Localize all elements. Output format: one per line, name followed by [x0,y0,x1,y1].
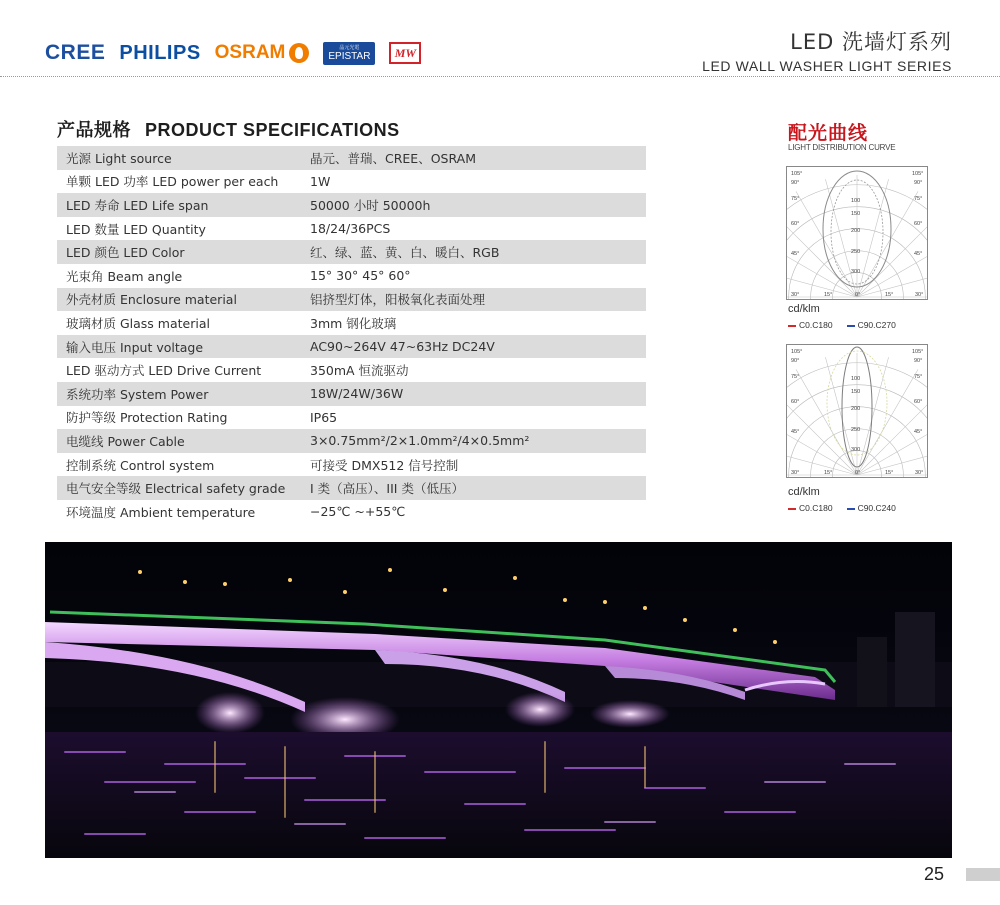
spec-key: 防护等级 Protection Rating [66,410,228,426]
polar-angle-label: 30° [791,470,800,476]
polar-angle-label: 105° [912,171,924,177]
table-row [57,453,646,477]
legend-item-b: C90.C240 [847,503,896,513]
polar-angle-label: 90° [791,358,800,364]
polar-angle-label: 90° [914,358,923,364]
polar-grid-spoke [857,357,889,475]
polar-angle-label: 60° [791,399,800,405]
polar-angle-label: 15° [824,292,833,298]
spec-key: LED 寿命 LED Life span [57,193,301,217]
brand-logos [45,38,421,68]
polar-radial-label: 150 [851,211,861,217]
osram-bulb-icon [289,43,309,63]
spec-key: LED 数量 LED Quantity [66,221,206,237]
polar-angle-label: 90° [791,180,800,186]
polar-angle-label: 105° [912,349,924,355]
table-row [57,358,646,382]
spec-title-cn: 产品规格 [57,120,131,141]
bridge-night-photo [45,542,952,858]
header-divider [0,76,1000,77]
polar-chart-2 [786,344,928,478]
series-heading [702,26,952,74]
legend-item-a: C0.C180 [788,320,833,330]
table-row [57,193,646,217]
polar-radial-label: 250 [851,427,861,433]
spec-table [57,146,646,524]
table-row [57,264,646,288]
spec-key: 外壳材质 Enclosure material [57,288,301,312]
polar-radial-label: 300 [851,269,861,275]
spec-key: LED 驱动方式 LED Drive Current [66,363,262,379]
unit-label-2: cd/klm [788,486,820,498]
page-number: 25 [924,864,945,884]
spec-key: 环境温度 Ambient temperature [66,504,256,520]
polar-radial-label: 200 [851,406,861,412]
spec-key: LED 颜色 LED Color [57,240,301,264]
polar-angle-label: 105° [791,171,803,177]
osram-logo: OSRAM [215,42,310,64]
spec-value: IP65 [310,409,338,425]
spec-key: 单颗 LED 功率 LED power per each [66,174,279,190]
spec-value: 50000 小时 50000h [301,193,646,217]
polar-radial-label: 200 [851,228,861,234]
table-row [57,217,646,241]
polar-angle-label: 30° [915,292,924,298]
spec-value: 18W/24W/36W [301,382,646,406]
spec-value: 18/24/36PCS [310,221,391,237]
table-row [57,146,646,170]
legend-item-a: C0.C180 [788,503,833,513]
table-row [57,500,646,524]
spec-title [57,116,400,142]
table-row [57,311,646,335]
polar-angle-label: 75° [914,196,923,202]
polar-angle-label: 75° [914,374,923,380]
epistar-logo: 晶元光電 EPISTAR [323,42,375,65]
table-row [57,429,646,453]
spec-value: 1W [310,173,331,189]
polar-angle-label: 15° [824,470,833,476]
curve-title-en: LIGHT DISTRIBUTION CURVE [788,143,896,152]
polar-angle-label: 75° [791,196,800,202]
polar-radial-label: 100 [851,376,861,382]
spec-value: 红、绿、蓝、黄、白、暖白、RGB [301,240,646,264]
polar-grid-spoke [825,179,857,297]
polar-angle-label: 60° [914,399,923,405]
curve-title-cn: 配光曲线 [788,122,869,144]
spec-key: 系统功率 System Power [57,382,301,406]
table-row [57,170,646,194]
polar-grid-spoke [857,179,889,297]
polar-angle-label: 45° [914,251,923,257]
legend-item-b: C90.C270 [847,320,896,330]
curve-title [788,118,895,152]
spec-value: 晶元、普瑞、CREE、OSRAM [301,146,646,170]
polar-angle-label: 0° [855,292,861,298]
series-title-en: LED WALL WASHER LIGHT SERIES [702,58,952,74]
spec-value: −25℃ ~+55℃ [310,504,406,520]
spec-key: 控制系统 Control system [66,457,215,473]
polar-angle-label: 30° [915,470,924,476]
polar-grid-spoke [825,357,857,475]
spec-key: 光束角 Beam angle [66,268,183,284]
cree-logo: CREE [45,41,106,64]
spec-key: 输入电压 Input voltage [57,335,301,359]
polar-angle-label: 30° [791,292,800,298]
series-title-cn: LED 洗墙灯系列 [790,30,952,54]
spec-value: 铝挤型灯体，阳极氧化表面处理 [301,288,646,312]
polar-angle-label: 60° [791,221,800,227]
spec-value: 15° 30° 45° 60° [310,268,411,284]
table-row [57,476,646,500]
meanwell-logo: MW [389,42,421,64]
polar-angle-label: 45° [791,429,800,435]
spec-title-en: PRODUCT SPECIFICATIONS [145,120,400,140]
spec-value: 可接受 DMX512 信号控制 [310,457,459,473]
spec-key: 光源 Light source [57,146,301,170]
spec-value: 350mA 恒流驱动 [310,363,409,379]
polar-angle-label: 90° [914,180,923,186]
polar-angle-label: 60° [914,221,923,227]
philips-logo: PHILIPS [119,41,201,64]
table-row [57,288,646,312]
spec-value: 3×0.75mm²/2×1.0mm²/4×0.5mm² [301,429,646,453]
spec-key: 电气安全等级 Electrical safety grade [57,476,301,500]
polar-radial-label: 250 [851,249,861,255]
polar-radial-label: 100 [851,198,861,204]
polar-radial-label: 150 [851,389,861,395]
polar-radial-label: 300 [851,447,861,453]
polar-angle-label: 15° [885,292,894,298]
polar-angle-label: 15° [885,470,894,476]
unit-label-1: cd/klm [788,303,820,315]
table-row [57,335,646,359]
polar-angle-label: 105° [791,349,803,355]
table-row [57,406,646,430]
polar-chart-1 [786,166,928,300]
legend-1 [788,320,896,330]
polar-angle-label: 45° [914,429,923,435]
spec-key: 电缆线 Power Cable [57,429,301,453]
polar-angle-label: 0° [855,470,861,476]
spec-value: AC90~264V 47~63Hz DC24V [301,335,646,359]
polar-angle-label: 75° [791,374,800,380]
spec-value: 3mm 钢化玻璃 [310,315,397,331]
table-row [57,240,646,264]
table-row [57,382,646,406]
spec-value: I 类（高压）、III 类（低压） [301,476,646,500]
spec-key: 玻璃材质 Glass material [66,315,210,331]
page-number-bar [966,868,1000,881]
legend-2 [788,503,896,513]
polar-angle-label: 45° [791,251,800,257]
